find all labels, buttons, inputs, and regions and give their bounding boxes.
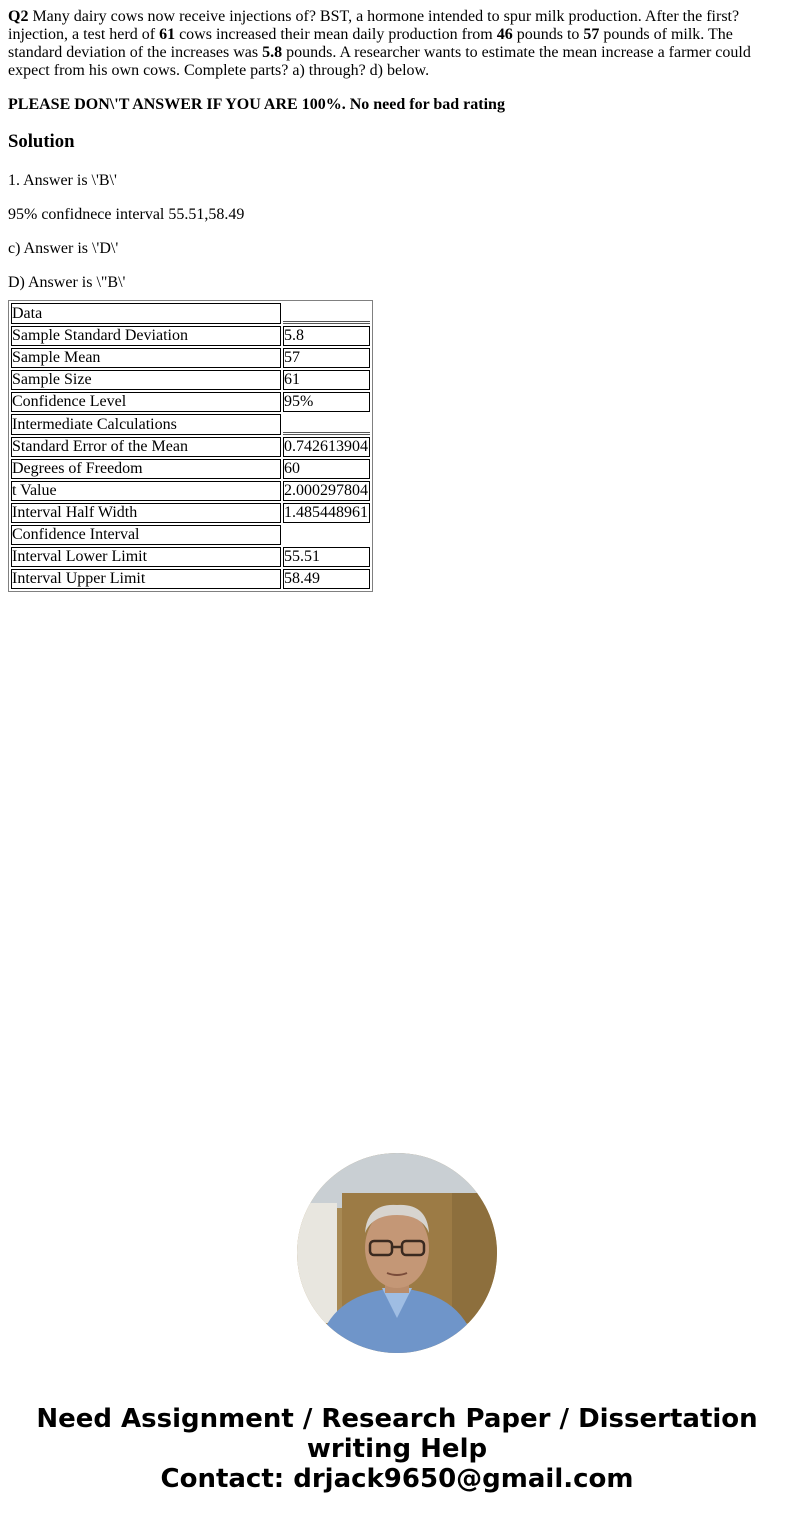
- std-value: 5.8: [262, 44, 283, 61]
- table-row: [11, 459, 370, 479]
- banner-contact-line: Contact: drjack9650@gmail.com: [160, 1464, 634, 1494]
- row-value: 2.000297804: [284, 482, 368, 499]
- row-label: Interval Lower Limit: [11, 547, 281, 567]
- row-value: 1.485448961: [284, 504, 368, 521]
- author-photo-image: [297, 1153, 497, 1353]
- empty-cell: [283, 303, 370, 324]
- table-row: [11, 303, 370, 324]
- row-value: 5.8: [283, 326, 370, 346]
- row-label: t Value: [11, 481, 281, 501]
- table-row: [11, 569, 370, 589]
- warning-text: PLEASE DON\'T ANSWER IF YOU ARE 100%. No need for bad rating: [8, 96, 505, 113]
- question-part-1: Many dairy cows now receive injections of? BST, a hormone intended to spur milk production. After the first? injection, a test herd of: [8, 8, 740, 43]
- row-value: 0.742613904: [284, 438, 368, 455]
- row-value: 55.51: [283, 547, 370, 567]
- table-row: [11, 437, 370, 457]
- row-label: Standard Error of the Mean: [11, 437, 281, 457]
- row-label: Sample Standard Deviation: [11, 326, 281, 346]
- question-part-5: pounds. A researcher wants to estimate the mean increase a farmer could expect from his own cows. Complete parts? a) through? d) below.: [8, 44, 751, 79]
- row-value: 57: [283, 348, 370, 368]
- row-label: Interval Half Width: [11, 503, 281, 523]
- table-row: [11, 326, 370, 346]
- question-part-2: cows increased their mean daily production from: [175, 26, 497, 43]
- herd-size: 61: [159, 26, 176, 43]
- banner-line-1: Need Assignment / Research Paper / Dissertation: [36, 1404, 758, 1434]
- question-part-3: pounds to: [512, 26, 584, 43]
- answer-4: D) Answer is \"B\': [8, 274, 126, 291]
- row-value: 95%: [283, 392, 370, 412]
- from-value: 46: [496, 26, 513, 43]
- confidence-interval-table: [8, 300, 373, 592]
- table-row: [11, 392, 370, 412]
- page-content: [8, 8, 778, 592]
- answer-1: 1. Answer is \'B\': [8, 172, 117, 189]
- author-photo: [297, 1153, 497, 1353]
- banner-line-2: writing Help: [306, 1434, 488, 1464]
- table-row: [11, 525, 370, 545]
- empty-cell: [283, 525, 370, 545]
- empty-cell: [283, 414, 370, 435]
- section-header-data: Data: [11, 303, 281, 324]
- table-row: [11, 547, 370, 567]
- row-label: Interval Upper Limit: [11, 569, 281, 589]
- table-row: [11, 503, 370, 523]
- row-label: Confidence Level: [11, 392, 281, 412]
- row-value: 60: [283, 459, 370, 479]
- solution-heading: Solution: [8, 131, 75, 152]
- contact-banner: [0, 1404, 794, 1494]
- row-label: Degrees of Freedom: [11, 459, 281, 479]
- row-label: Sample Size: [11, 370, 281, 390]
- table-row: [11, 414, 370, 435]
- question-label: Q2: [8, 8, 29, 25]
- table-row: [11, 481, 370, 501]
- to-value: 57: [583, 26, 600, 43]
- table-row: [11, 370, 370, 390]
- question-part-4: pounds of milk. The standard deviation of the increases was: [8, 26, 733, 61]
- row-value: 61: [283, 370, 370, 390]
- question-text: [8, 8, 778, 80]
- row-label: Sample Mean: [11, 348, 281, 368]
- table-row: [11, 348, 370, 368]
- section-header-intermediate: Intermediate Calculations: [11, 414, 281, 435]
- row-value: 58.49: [283, 569, 370, 589]
- section-header-confidence-interval: Confidence Interval: [11, 525, 281, 545]
- answer-2: 95% confidnece interval 55.51,58.49: [8, 206, 245, 223]
- answer-3: c) Answer is \'D\': [8, 240, 119, 257]
